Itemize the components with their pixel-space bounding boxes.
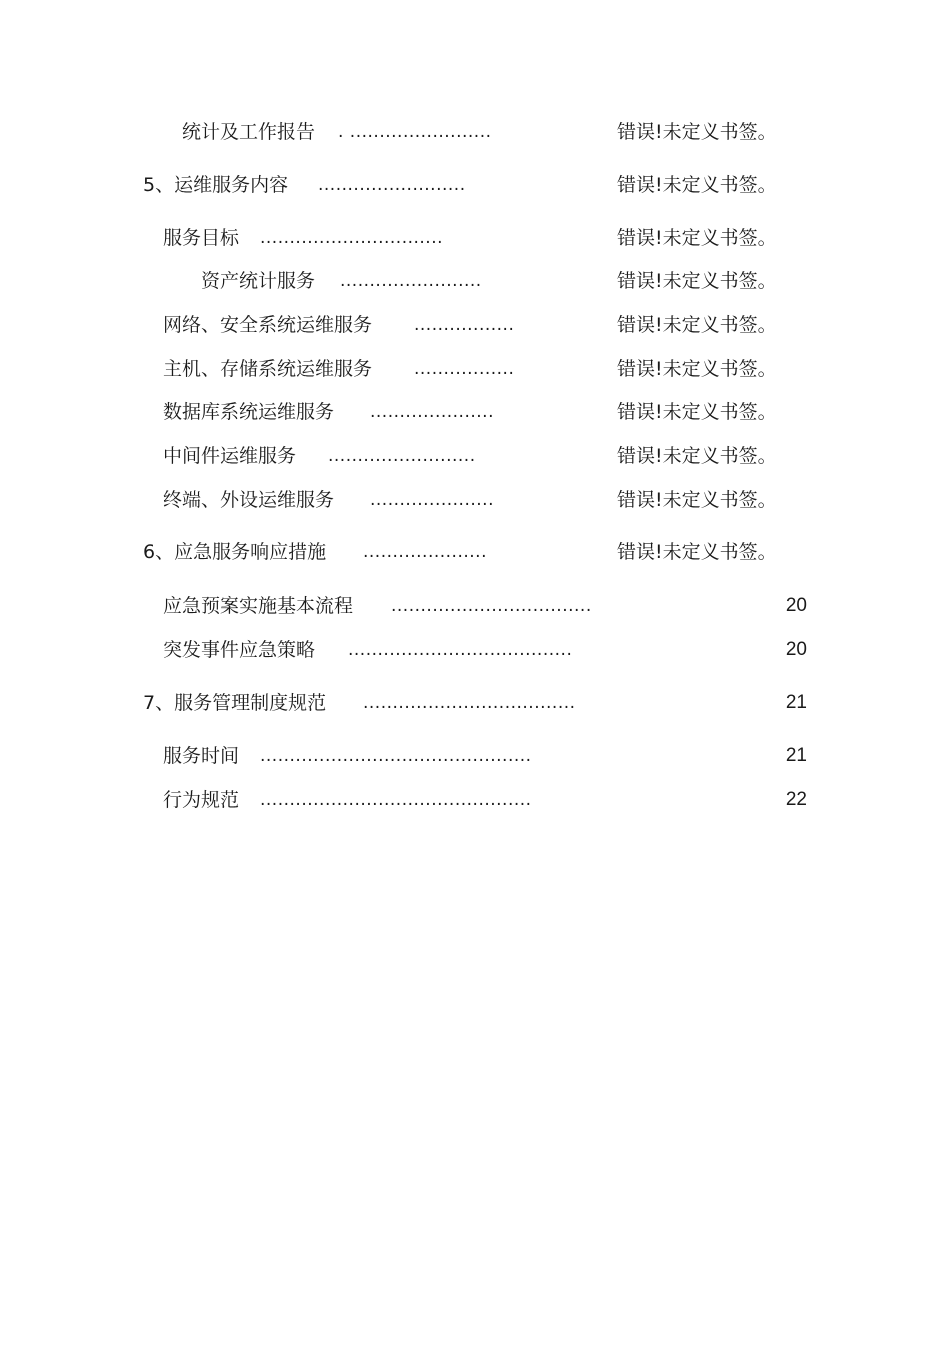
toc-entry-title: 主机、存储系统运维服务 [163, 358, 373, 380]
toc-leader: ................. [414, 359, 515, 379]
toc-entry-title: 中间件运维服务 [163, 445, 297, 467]
toc-leader: ..................... [370, 402, 494, 422]
toc-entry-title: 行为规范 [163, 789, 240, 811]
toc-entry[interactable] [0, 785, 950, 815]
toc-entry[interactable] [0, 397, 950, 427]
toc-page-ref: 错误!未定义书签。 [617, 358, 777, 380]
toc-entry-title: 服务目标 [163, 227, 240, 249]
toc-entry[interactable] [0, 537, 950, 567]
toc-entry[interactable] [0, 117, 950, 147]
toc-entry-title: 统计及工作报告 [182, 121, 316, 143]
toc-leader: ............................... [260, 228, 444, 248]
toc-page-number: 21 [785, 692, 807, 713]
toc-leader: .................................. [391, 596, 592, 616]
toc-entry[interactable] [0, 223, 950, 253]
toc-leader: ......................... [328, 446, 476, 466]
toc-leader: ...................................... [348, 640, 573, 660]
toc-entry[interactable] [0, 688, 950, 718]
toc-entry-title: 数据库系统运维服务 [163, 401, 335, 423]
toc-entry-title: 应急预案实施基本流程 [163, 595, 354, 617]
toc-page-number: 22 [785, 789, 807, 810]
toc-entry-title: 7、服务管理制度规范 [143, 692, 327, 714]
toc-page-number: 21 [785, 745, 807, 766]
toc-entry[interactable] [0, 591, 950, 621]
toc-entry[interactable] [0, 354, 950, 384]
toc-page-ref: 错误!未定义书签。 [617, 489, 777, 511]
toc-page-ref: 错误!未定义书签。 [617, 121, 777, 143]
toc-entry-title: 6、应急服务响应措施 [143, 541, 327, 563]
toc-page-ref: 错误!未定义书签。 [617, 314, 777, 336]
toc-leader: ..................... [370, 490, 494, 510]
toc-leader: ......................... [318, 175, 466, 195]
toc-leader: ..................... [363, 542, 487, 562]
toc-entry-title: 突发事件应急策略 [163, 639, 316, 661]
toc-entry[interactable] [0, 170, 950, 200]
toc-entry-title: 5、运维服务内容 [143, 174, 289, 196]
toc-entry[interactable] [0, 441, 950, 471]
toc-page-ref: 错误!未定义书签。 [617, 401, 777, 423]
toc-entry[interactable] [0, 266, 950, 296]
toc-leader: ................. [414, 315, 515, 335]
toc-page-number: 20 [785, 595, 807, 616]
toc-entry-title: 服务时间 [163, 745, 240, 767]
toc-leader: . ........................ [338, 122, 492, 142]
toc-leader: .............................................. [260, 790, 532, 810]
toc-entry-title: 网络、安全系统运维服务 [163, 314, 373, 336]
toc-entry-title: 资产统计服务 [201, 270, 316, 292]
toc-page-ref: 错误!未定义书签。 [617, 445, 777, 467]
toc-page-number: 20 [785, 639, 807, 660]
toc-page-ref: 错误!未定义书签。 [617, 227, 777, 249]
toc-entry[interactable] [0, 635, 950, 665]
toc-entry[interactable] [0, 485, 950, 515]
toc-entry-title: 终端、外设运维服务 [163, 489, 335, 511]
toc-page-ref: 错误!未定义书签。 [617, 174, 777, 196]
toc-entry[interactable] [0, 741, 950, 771]
toc-page-ref: 错误!未定义书签。 [617, 270, 777, 292]
toc-leader: .................................... [363, 693, 576, 713]
toc-entry[interactable] [0, 310, 950, 340]
toc-leader: .............................................. [260, 746, 532, 766]
toc-page-ref: 错误!未定义书签。 [617, 541, 777, 563]
toc-leader: ........................ [340, 271, 482, 291]
